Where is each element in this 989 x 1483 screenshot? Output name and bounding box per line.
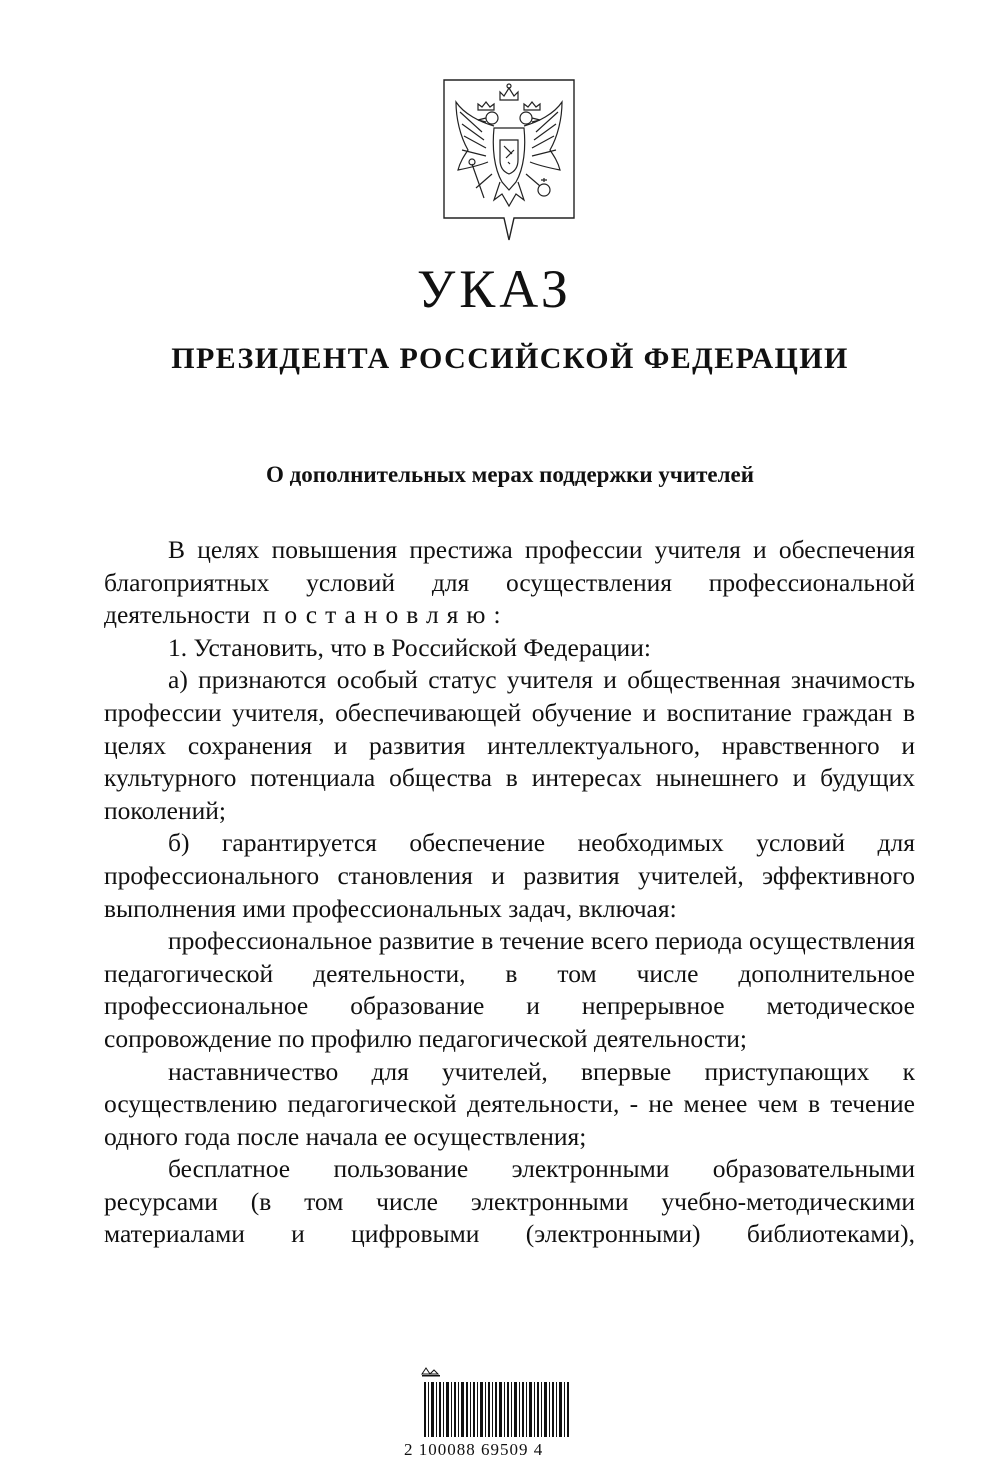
paragraph-b: б) гарантируется обеспечение необходимых условий для профессионального становления и развития учителей, эффективного выполнения ими профессиональных задач, включая: [104,828,915,923]
document-title: УКАЗ [417,259,572,319]
paragraph-intro [104,534,915,632]
barcode-number: 2 100088 69509 4 [404,1440,544,1459]
document-subtitle: ПРЕЗИДЕНТА РОССИЙСКОЙ ФЕДЕРАЦИИ [171,342,849,375]
paragraph-free-resources: бесплатное пользование электронными образовательными ресурсами (в том числе электронными учебно-методическими материалами и цифровыми (электронными) библиотеками), [104,1154,915,1249]
coat-of-arms-icon [442,78,576,244]
paragraph-a: а) признаются особый статус учителя и общественная значимость профессии учителя, обеспечивающей обучение и воспитание граждан в целях сохранения и развития интеллектуального, нравственного и культурного потенциала общества в интересах нынешнего и будущих поколений; [104,665,915,825]
paragraph-1: 1. Установить, что в Российской Федерации: [168,632,651,662]
document-body [104,534,915,1251]
intro-spaced-word: постановляю: [262,600,509,630]
paragraph-development: профессиональное развитие в течение всего периода осуществления педагогической деятельности, в том числе дополнительное профессиональное образование и непрерывное методическое сопровождение по профилю педагогической деятельности; [104,926,915,1053]
paragraph-mentorship: наставничество для учителей, впервые приступающих к осуществлению педагогической деятельности, - не менее чем в течение одного года после начала ее осуществления; [104,1056,915,1151]
document-heading: О дополнительных мерах поддержки учителей [266,462,754,487]
intro-text: В целях повышения престижа профессии учителя и обеспечения благоприятных условий для осуществления профессиональной деятельности [104,535,915,630]
